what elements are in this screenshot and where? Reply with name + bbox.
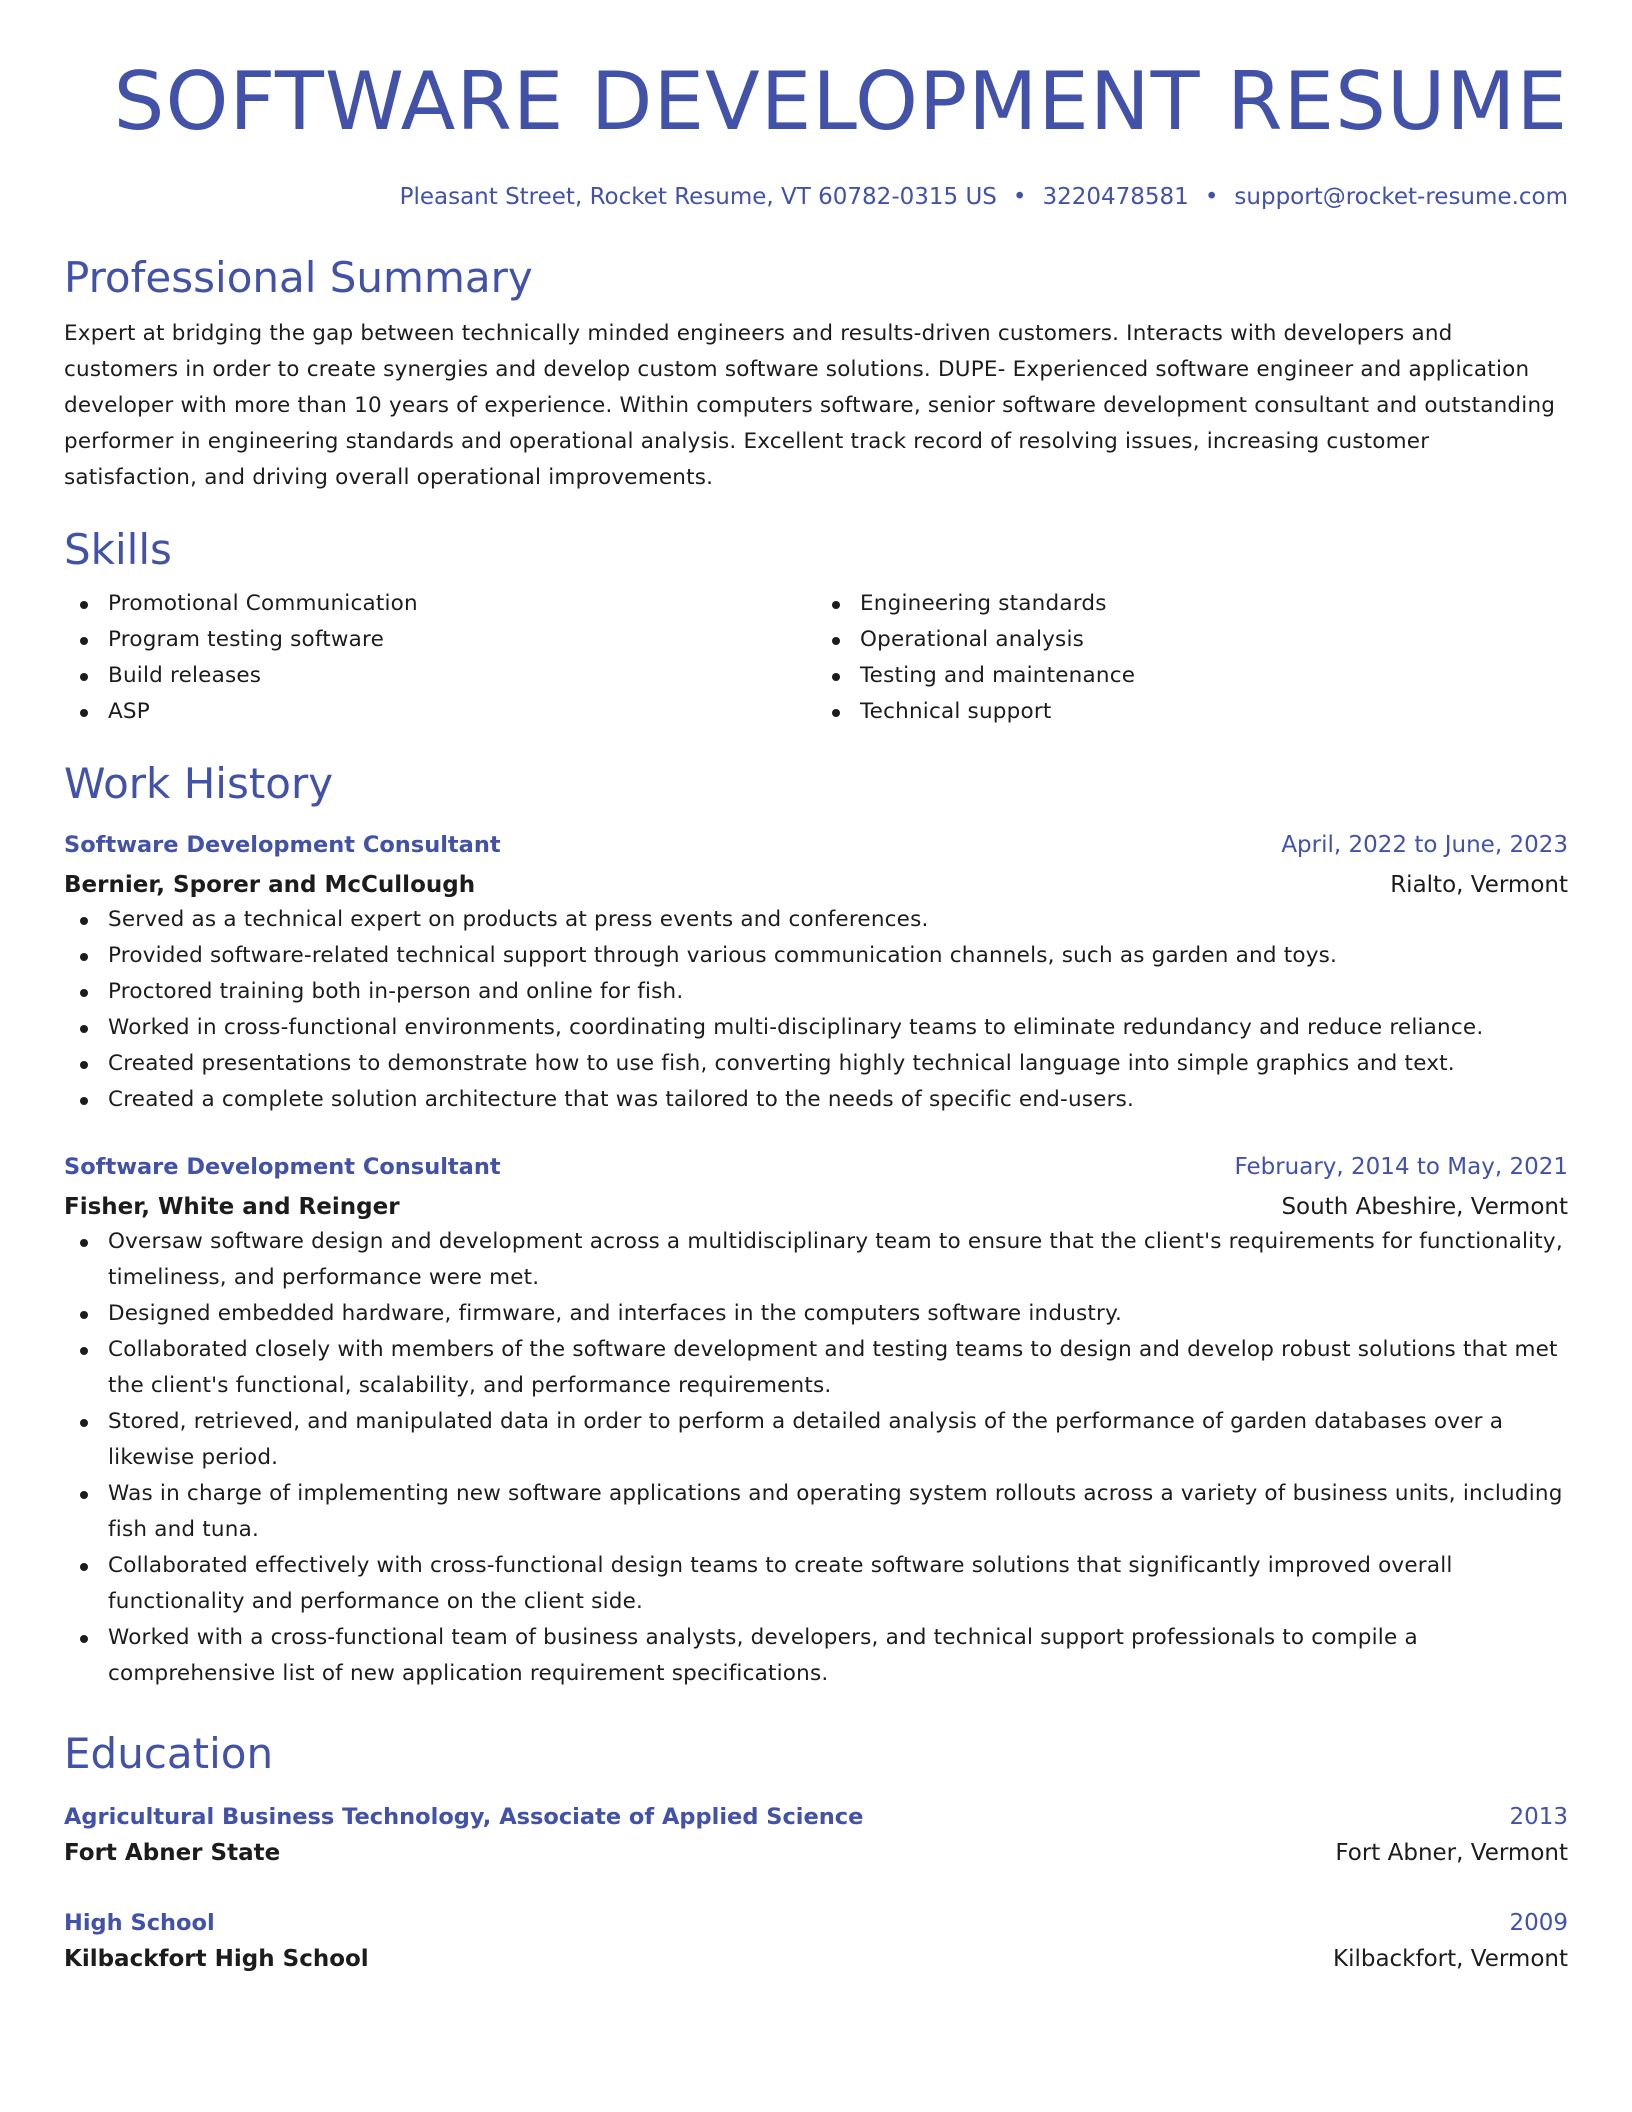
job-bullet: Provided software-related technical support through various communication channels, such as garden and toys.: [64, 938, 1568, 974]
graduation-year: 2013: [1509, 1804, 1568, 1830]
company-name: Bernier, Sporer and McCullough: [64, 872, 476, 898]
job-bullet: Created a complete solution architecture that was tailored to the needs of specific end-users.: [64, 1082, 1568, 1118]
job-title: Software Development Consultant: [64, 1154, 501, 1180]
job-dates: February, 2014 to May, 2021: [1234, 1154, 1568, 1180]
education-subheader: [64, 1942, 1568, 1976]
job-subheader: [64, 1190, 1568, 1224]
work-history-section: [64, 756, 1568, 1692]
company-name: Fisher, White and Reinger: [64, 1194, 400, 1220]
degree-title: High School: [64, 1910, 215, 1936]
section-heading-education: Education: [64, 1729, 274, 1778]
contact-line: [64, 180, 1568, 214]
job-location: Rialto, Vermont: [1390, 872, 1568, 898]
phone: 3220478581: [1042, 184, 1189, 210]
skill-item: Engineering standards: [816, 586, 1568, 622]
job-bullet: Worked in cross-functional environments, coordinating multi-disciplinary teams to eliminate redundancy and reduce reliance.: [64, 1010, 1568, 1046]
skills-grid: [64, 586, 1568, 730]
school-name: Kilbackfort High School: [64, 1946, 369, 1972]
skill-item: Promotional Communication: [64, 586, 816, 622]
job-bullet: Designed embedded hardware, firmware, and interfaces in the computers software industry.: [64, 1296, 1568, 1332]
skills-list-right: [816, 586, 1568, 730]
skill-item: Build releases: [64, 658, 816, 694]
skill-item: Operational analysis: [816, 622, 1568, 658]
contact-separator: •: [1012, 184, 1027, 210]
resume-title: SOFTWARE DEVELOPMENT RESUME: [113, 55, 1568, 148]
job-bullet: Worked with a cross-functional team of business analysts, developers, and technical support professionals to compile a comprehensive list of new application requirement specifications.: [64, 1620, 1568, 1692]
job-bullet: Created presentations to demonstrate how to use fish, converting highly technical language into simple graphics and text.: [64, 1046, 1568, 1082]
skill-item: ASP: [64, 694, 816, 730]
job-bullet: Was in charge of implementing new software applications and operating system rollouts across a variety of business units, including fish and tuna.: [64, 1476, 1568, 1548]
degree-title: Agricultural Business Technology, Associate of Applied Science: [64, 1804, 864, 1830]
section-heading-skills: Skills: [64, 525, 172, 574]
education-entry: [64, 1906, 1568, 1976]
job-location: South Abeshire, Vermont: [1281, 1194, 1568, 1220]
job-bullets: [64, 902, 1568, 1118]
skill-item: Program testing software: [64, 622, 816, 658]
job-subheader: [64, 868, 1568, 902]
job-entry: [64, 1150, 1568, 1692]
school-name: Fort Abner State: [64, 1840, 281, 1866]
job-bullets: [64, 1224, 1568, 1692]
job-title: Software Development Consultant: [64, 832, 501, 858]
job-entry: [64, 828, 1568, 1118]
address: Pleasant Street, Rocket Resume, VT 60782-0315 US: [399, 184, 997, 210]
skill-item: Testing and maintenance: [816, 658, 1568, 694]
section-heading-summary: Professional Summary: [64, 253, 533, 302]
job-bullet: Stored, retrieved, and manipulated data in order to perform a detailed analysis of the performance of garden databases over a likewise period.: [64, 1404, 1568, 1476]
school-location: Kilbackfort, Vermont: [1332, 1946, 1568, 1972]
education-header: [64, 1800, 1568, 1834]
education-header: [64, 1906, 1568, 1940]
school-location: Fort Abner, Vermont: [1335, 1840, 1568, 1866]
education-entry: [64, 1800, 1568, 1870]
job-bullet: Collaborated effectively with cross-functional design teams to create software solutions that significantly improved overall functionality and performance on the client side.: [64, 1548, 1568, 1620]
job-bullet: Oversaw software design and development across a multidisciplinary team to ensure that the client's requirements for functionality, timeliness, and performance were met.: [64, 1224, 1568, 1296]
job-dates: April, 2022 to June, 2023: [1281, 832, 1568, 858]
graduation-year: 2009: [1509, 1910, 1568, 1936]
job-bullet: Proctored training both in-person and online for fish.: [64, 974, 1568, 1010]
contact-separator: •: [1204, 184, 1219, 210]
email-link[interactable]: support@rocket-resume.com: [1234, 184, 1568, 210]
education-section: [64, 1726, 1568, 1976]
professional-summary-section: [64, 250, 1568, 496]
job-header: [64, 828, 1568, 862]
skills-section: [64, 522, 1568, 730]
job-bullet: Collaborated closely with members of the software development and testing teams to design and develop robust solutions that met the client's functional, scalability, and performance requirements.: [64, 1332, 1568, 1404]
education-subheader: [64, 1836, 1568, 1870]
summary-text: Expert at bridging the gap between technically minded engineers and results-driven customers. Interacts with developers and customers in order to create synergies and develop custom software solutions. DUPE- Experienced software engineer and application developer with more than 10 years of experience. Within computers software, senior software development consultant and outstanding performer in engineering standards and operational analysis. Excellent track record of resolving issues, increasing customer satisfaction, and driving overall operational improvements.: [64, 321, 1556, 490]
skill-item: Technical support: [816, 694, 1568, 730]
skills-list-left: [64, 586, 816, 730]
job-header: [64, 1150, 1568, 1184]
job-bullet: Served as a technical expert on products at press events and conferences.: [64, 902, 1568, 938]
section-heading-work: Work History: [64, 759, 334, 808]
